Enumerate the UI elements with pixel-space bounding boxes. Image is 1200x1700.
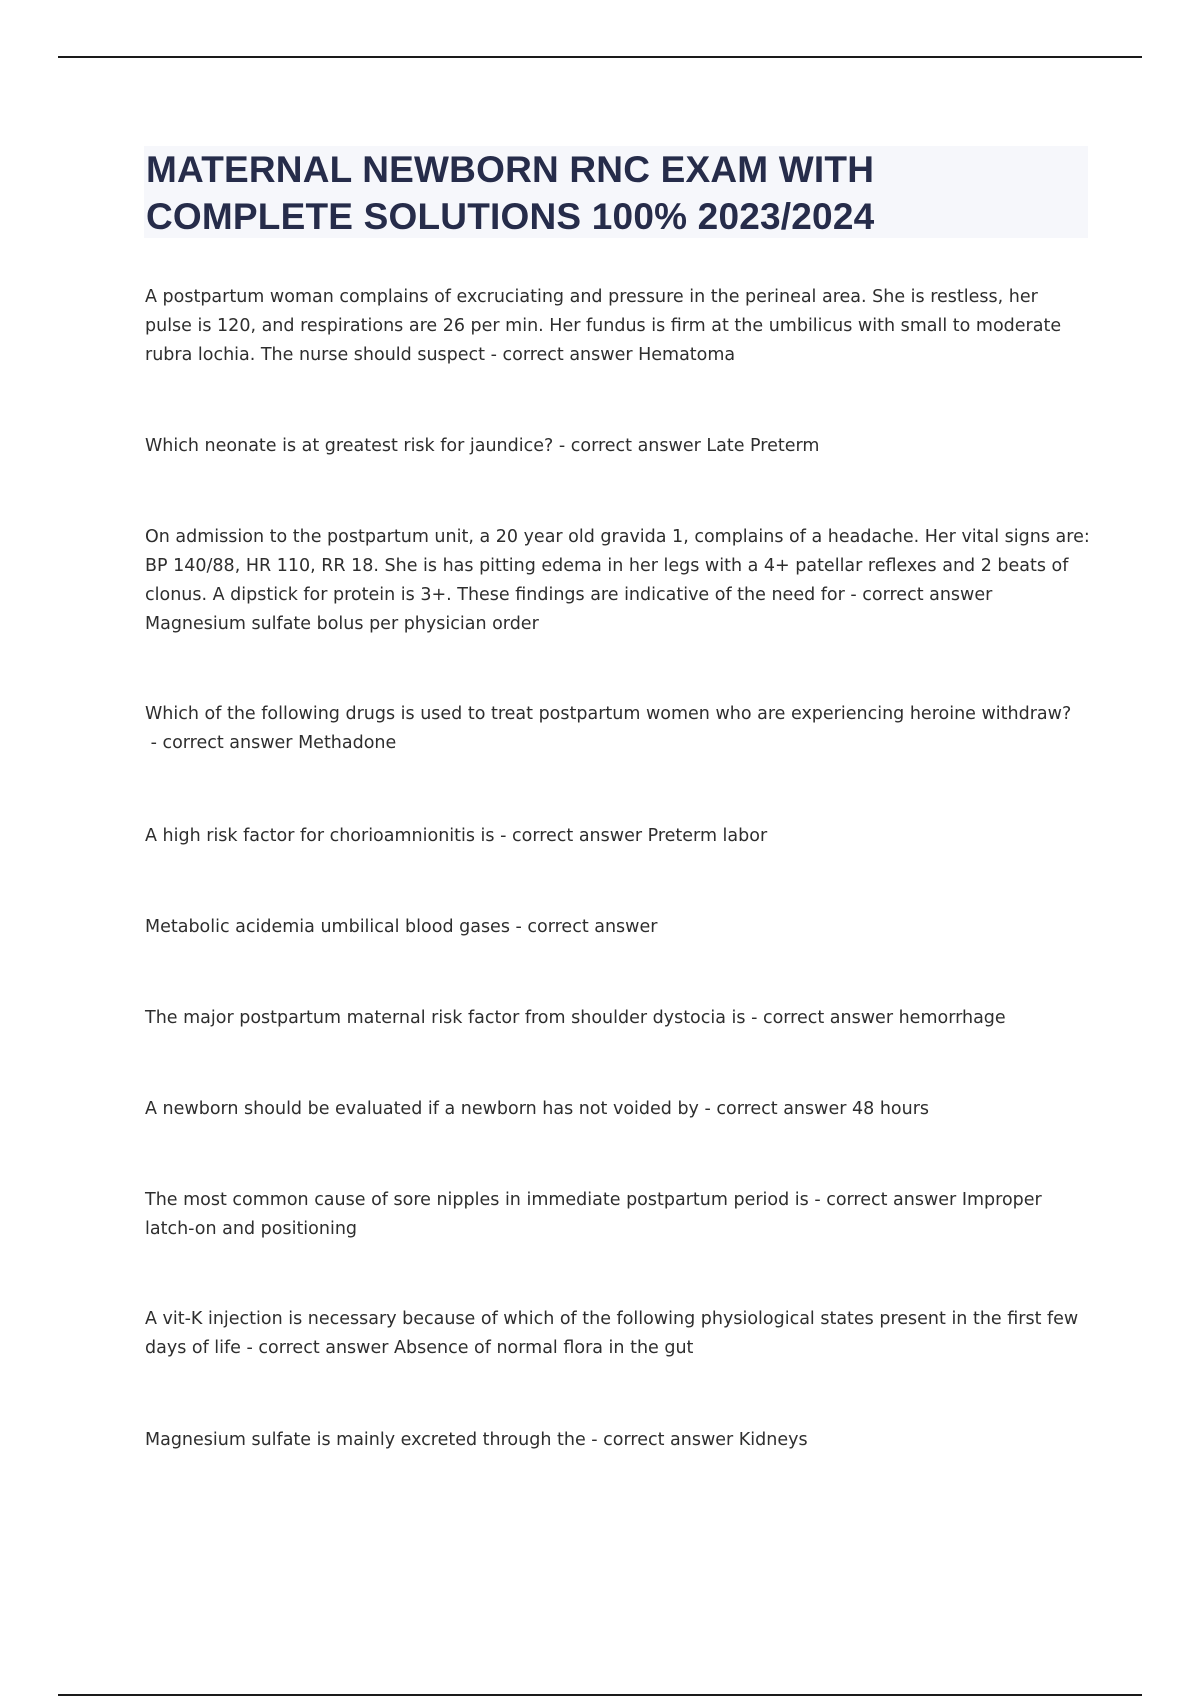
- question-text: Which neonate is at greatest risk for jaundice?: [145, 436, 554, 456]
- qa-item: On admission to the postpartum unit, a 20 year old gravida 1, complains of a headache. Her vital signs are: BP 140/88, HR 110, RR 18. She is has pitting edema in her legs with a 4+ patellar reflexes and 2 beats of clonus. A dipstick for protein is 3+. These findings are indicative of the need for - correct answer Magnesium sulfate bolus per physician order: [145, 527, 1090, 634]
- question-text: Magnesium sulfate is mainly excreted through the: [145, 1430, 586, 1450]
- answer-text: Magnesium sulfate bolus per physician order: [145, 614, 539, 634]
- answer-label: correct answer: [162, 733, 293, 753]
- qa-item: A postpartum woman complains of excruciating and pressure in the perineal area. She is restless, her pulse is 120, and respirations are 26 per min. Her fundus is firm at the umbilicus with small to moderate rubra lochia. The nurse should suspect - correct answer Hematoma: [145, 287, 1062, 365]
- question-text: A high risk factor for chorioamnionitis is: [145, 826, 495, 846]
- question-text: The most common cause of sore nipples in immediate postpartum period is: [145, 1190, 809, 1210]
- qa-item: A vit-K injection is necessary because of which of the following physiological states present in the first few days of life - correct answer Absence of normal flora in the gut: [145, 1309, 1079, 1358]
- question-text: The major postpartum maternal risk factor from shoulder dystocia is: [145, 1008, 746, 1028]
- answer-label: correct answer: [603, 1430, 734, 1450]
- answer-label: correct answer: [527, 917, 658, 937]
- question-text: On admission to the postpartum unit, a 20 year old gravida 1, complains of a headache. Her vital signs are: BP 140/88, HR 110, RR 18. She is has pitting edema in her legs with a 4+ patellar reflexes and 2 beats of clonus. A dipstick for protein is 3+. These findings are indicative of the need for: [145, 527, 1090, 605]
- answer-text: 48 hours: [852, 1099, 930, 1119]
- qa-item: A high risk factor for chorioamnionitis is - correct answer Preterm labor: [145, 826, 768, 846]
- answer-label: correct answer: [570, 436, 701, 456]
- answer-text: hemorrhage: [898, 1008, 1006, 1028]
- question-text: Metabolic acidemia umbilical blood gases: [145, 917, 510, 937]
- question-text: Which of the following drugs is used to treat postpartum women who are experiencing heroine withdraw?: [145, 704, 1072, 724]
- answer-label: correct answer: [502, 345, 633, 365]
- answer-text: Late Preterm: [706, 436, 820, 456]
- answer-label: correct answer: [862, 585, 993, 605]
- qa-item: Which of the following drugs is used to treat postpartum women who are experiencing heroine withdraw? - correct answer Methadone: [145, 704, 1072, 753]
- answer-text: Improper latch-on and positioning: [145, 1190, 1042, 1239]
- document-title: MATERNAL NEWBORN RNC EXAM WITH COMPLETE SOLUTIONS 100% 2023/2024: [146, 149, 875, 237]
- question-text: A postpartum woman complains of excruciating and pressure in the perineal area. She is restless, her pulse is 120, and respirations are 26 per min. Her fundus is firm at the umbilicus with small to moderate rubra lochia. The nurse should suspect: [145, 287, 1062, 365]
- answer-label: correct answer: [716, 1099, 847, 1119]
- qa-item: Which neonate is at greatest risk for jaundice? - correct answer Late Preterm: [145, 436, 820, 456]
- answer-label: correct answer: [762, 1008, 894, 1028]
- answer-text: Kidneys: [738, 1430, 808, 1450]
- qa-item: A newborn should be evaluated if a newborn has not voided by - correct answer 48 hours: [145, 1099, 930, 1119]
- answer-label: correct answer: [826, 1190, 957, 1210]
- qa-item: Metabolic acidemia umbilical blood gases - correct answer: [145, 917, 658, 937]
- qa-item: Magnesium sulfate is mainly excreted through the - correct answer Kidneys: [145, 1430, 808, 1450]
- answer-text: Hematoma: [638, 345, 736, 365]
- answer-text: Absence of normal flora in the gut: [394, 1338, 694, 1358]
- answer-text: Methadone: [298, 733, 397, 753]
- answer-label: correct answer: [258, 1338, 389, 1358]
- question-text: A newborn should be evaluated if a newborn has not voided by: [145, 1099, 699, 1119]
- qa-item: The most common cause of sore nipples in immediate postpartum period is - correct answer Improper latch-on and positioning: [145, 1190, 1042, 1239]
- bottom-rule: [58, 1694, 1142, 1696]
- qa-item: The major postpartum maternal risk factor from shoulder dystocia is - correct answer hemorrhage: [145, 1008, 1006, 1028]
- answer-text: Preterm labor: [647, 826, 768, 846]
- answer-label: correct answer: [511, 826, 643, 846]
- question-text: A vit-K injection is necessary because of which of the following physiological states present in the first few days of life: [145, 1309, 1079, 1358]
- top-rule: [58, 56, 1142, 58]
